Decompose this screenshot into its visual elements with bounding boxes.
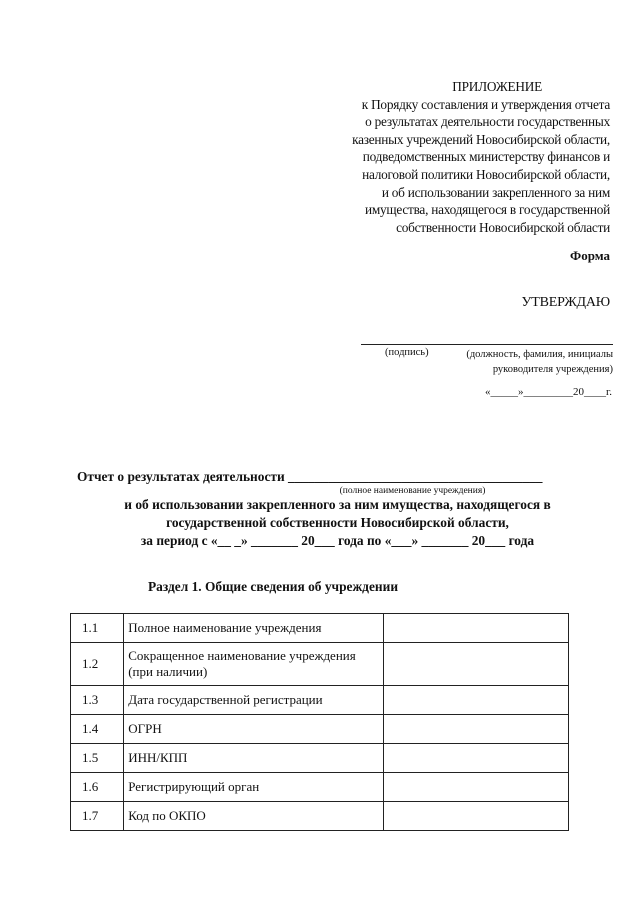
row-value xyxy=(383,773,568,802)
appendix-line: подведомственных министерству финансов и xyxy=(362,149,610,165)
row-number: 1.1 xyxy=(71,614,124,643)
report-title xyxy=(55,468,620,550)
report-title-line: Отчет о результатах деятельности ______________________________________ xyxy=(77,469,543,484)
appendix-line: собственности Новосибирской области xyxy=(396,219,610,235)
row-value xyxy=(383,686,568,715)
row-label: ОГРН xyxy=(124,715,383,744)
appendix-line: к Порядку составления и утверждения отчета xyxy=(361,96,610,112)
report-title-line: государственной собственности Новосибирской области, xyxy=(166,515,509,530)
table-row xyxy=(71,614,569,643)
row-number: 1.7 xyxy=(71,802,124,831)
row-number: 1.4 xyxy=(71,715,124,744)
appendix-line: казенных учреждений Новосибирской области, xyxy=(352,131,610,147)
table-row xyxy=(71,802,569,831)
row-number: 1.3 xyxy=(71,686,124,715)
row-value xyxy=(383,744,568,773)
table-row xyxy=(71,715,569,744)
form-label: Форма xyxy=(570,248,610,263)
signature-line xyxy=(361,344,613,345)
row-label: ИНН/КПП xyxy=(124,744,383,773)
table-row xyxy=(71,744,569,773)
report-period-line: за период с «__ _» _______ 20___ года по «___» _______ 20___ года xyxy=(140,533,535,548)
row-number: 1.6 xyxy=(71,773,124,802)
table-row xyxy=(71,643,569,686)
report-title-line: и об использовании закрепленного за ним имущества, находящегося в xyxy=(124,497,551,512)
row-label: Регистрирующий орган xyxy=(124,773,383,802)
row-value xyxy=(383,802,568,831)
section-title: Раздел 1. Общие сведения об учреждении xyxy=(148,579,399,594)
row-label: Дата государственной регистрации xyxy=(124,686,383,715)
appendix-line: имущества, находящегося в государственной xyxy=(364,202,610,218)
row-value xyxy=(383,614,568,643)
signature-caption: (подпись) xyxy=(385,347,429,358)
approve-title: УТВЕРЖДАЮ xyxy=(521,295,610,310)
appendix-line: о результатах деятельности государственных xyxy=(365,114,610,130)
row-label: Полное наименование учреждения xyxy=(124,614,383,643)
row-value xyxy=(383,715,568,744)
row-number: 1.5 xyxy=(71,744,124,773)
row-value xyxy=(383,643,568,686)
appendix-line: налоговой политики Новосибирской области, xyxy=(362,166,610,182)
table-row xyxy=(71,773,569,802)
institution-name-caption: (полное наименование учреждения) xyxy=(339,486,486,496)
general-info-table xyxy=(70,613,569,831)
row-label: Код по ОКПО xyxy=(124,802,383,831)
appendix-title: ПРИЛОЖЕНИЕ xyxy=(452,79,542,94)
position-caption-line: руководителя учреждения) xyxy=(492,364,613,375)
row-number: 1.2 xyxy=(71,643,124,686)
position-caption xyxy=(466,347,613,377)
row-label: Сокращенное наименование учреждения (при наличии) xyxy=(124,643,383,686)
approval-date-line: «_____»_________20____г. xyxy=(484,386,612,398)
appendix-line: и об использовании закрепленного за ним xyxy=(381,184,610,200)
position-caption-line: (должность, фамилия, инициалы xyxy=(466,349,613,360)
appendix-header xyxy=(290,78,610,236)
table-row xyxy=(71,686,569,715)
